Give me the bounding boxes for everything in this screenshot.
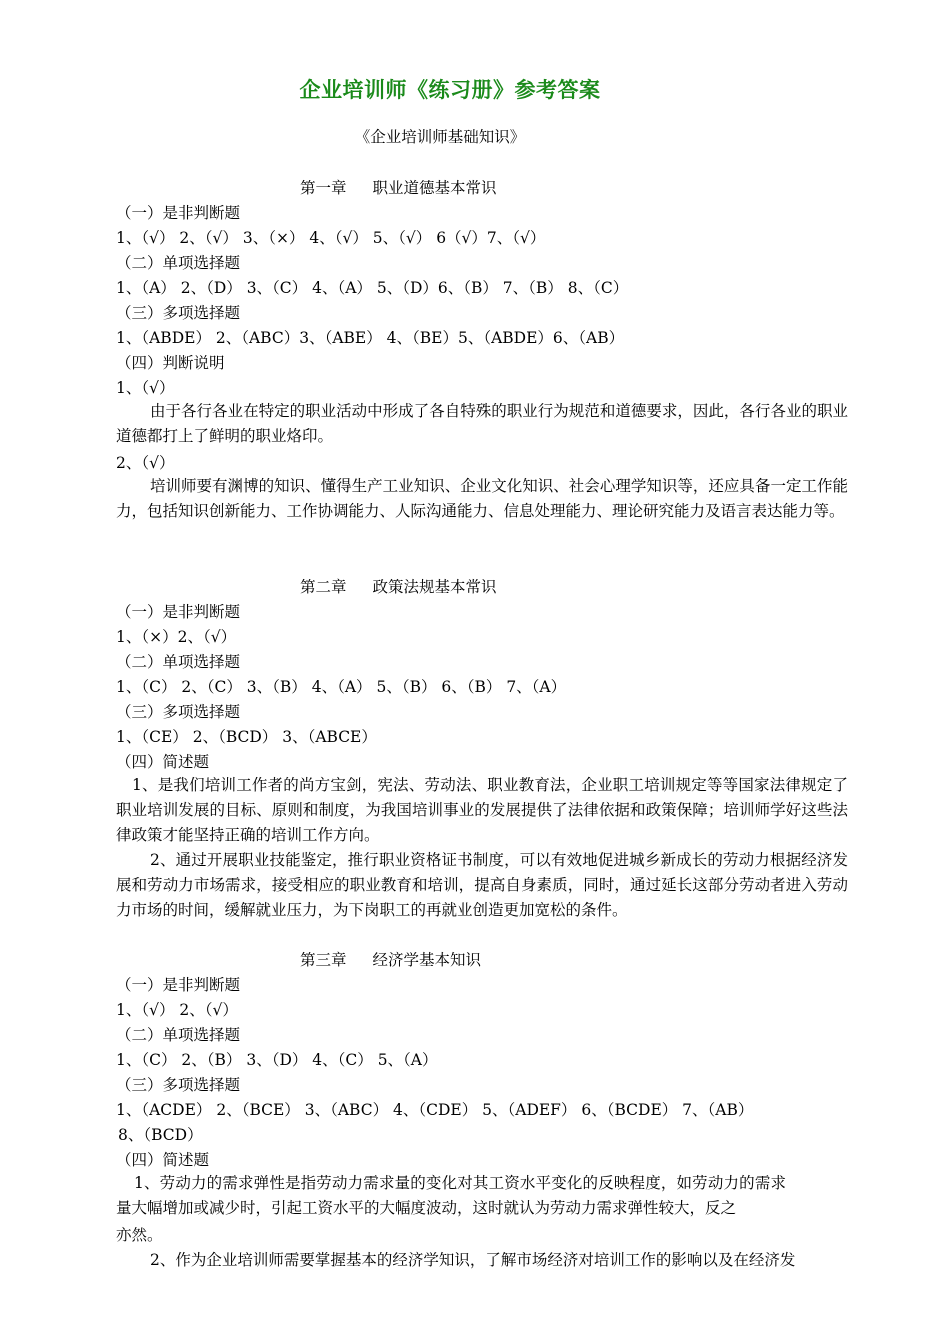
document-title: 企业培训师《练习册》参考答案 (299, 77, 601, 102)
short-answer-paragraph: 2、通过开展职业技能鉴定，推行职业资格证书制度，可以有效地促进城乡新成长的劳动力根据经济发展和劳动力市场需求，接受相应的职业教育和培训，提高自身素质，同时，通过延长这部分劳动者进入劳动力市场的时间，缓解就业压力，为下岗职工的再就业创造更加宽松的条件。 (116, 851, 848, 919)
answer-line: 2、（√） (116, 454, 175, 472)
chapter-name: 政策法规基本常识 (372, 578, 497, 596)
section-heading: （二）单项选择题 (116, 653, 241, 671)
short-answer-paragraph: 2、作为企业培训师需要掌握基本的经济学知识，了解市场经济对培训工作的影响以及在经济发 (150, 1251, 796, 1269)
chapter-number: 第二章 (300, 578, 347, 596)
answer-line: 1、（×）2、（√） (116, 628, 237, 646)
answer-line: 1、（A） 2、（D） 3、（C） 4、（A） 5、（D）6、（B） 7、（B） 8、（C） (116, 279, 629, 297)
answer-line: 1、（ABDE） 2、（ABC）3、（ABE） 4、（BE）5、（ABDE）6、（AB） (116, 329, 625, 347)
answer-line: 1、（C） 2、（C） 3、（B） 4、（A） 5、（B） 6、（B） 7、（A） (116, 678, 567, 696)
answer-line: 1、（ACDE） 2、（BCE） 3、（ABC） 4、（CDE） 5、（ADEF） 6、（BCDE） 7、（AB） (116, 1101, 754, 1119)
section-heading: （一）是非判断题 (116, 976, 241, 994)
chapter-number: 第一章 (300, 179, 347, 197)
short-answer-paragraph-tail: 亦然。 (116, 1226, 163, 1244)
section-heading: （一）是非判断题 (116, 204, 241, 222)
chapter-3-heading (300, 948, 481, 970)
section-heading: （四）简述题 (116, 753, 210, 771)
answer-line: 1、（CE） 2、（BCD） 3、（ABCE） (116, 728, 377, 746)
chapter-name: 职业道德基本常识 (372, 179, 497, 197)
section-heading: （三）多项选择题 (116, 1076, 241, 1094)
section-heading: （三）多项选择题 (116, 703, 241, 721)
explanation-paragraph: 由于各行各业在特定的职业活动中形成了各自特殊的职业行为规范和道德要求，因此，各行各业的职业道德都打上了鲜明的职业烙印。 (116, 402, 848, 445)
chapter-number: 第三章 (300, 951, 347, 969)
chapter-1-heading (300, 176, 497, 198)
section-heading: （二）单项选择题 (116, 1026, 241, 1044)
answer-line: 1、（C） 2、（B） 3、（D） 4、（C） 5、（A） (116, 1051, 438, 1069)
answer-line: 1、（√） 2、（√） (116, 1001, 238, 1019)
answer-line: 1、（√） 2、（√） 3、（×） 4、（√） 5、（√） 6（√）7、（√） (116, 229, 546, 247)
section-heading: （四）判断说明 (116, 354, 225, 372)
document-subtitle: 《企业培训师基础知识》 (354, 128, 526, 146)
short-answer-paragraph: 1、劳动力的需求弹性是指劳动力需求量的变化对其工资水平变化的反映程度，如劳动力的需求量大幅增加或减少时，引起工资水平的大幅度波动，这时就认为劳动力需求弹性较大，反之 (116, 1174, 786, 1217)
short-answer-paragraph: 1、是我们培训工作者的尚方宝剑，宪法、劳动法、职业教育法，企业职工培训规定等等国家法律规定了职业培训发展的目标、原则和制度，为我国培训事业的发展提供了法律依据和政策保障；培训师学好这些法律政策才能坚持正确的培训工作方向。 (116, 776, 848, 844)
answer-line: 8、（BCD） (118, 1126, 203, 1144)
section-heading: （四）简述题 (116, 1151, 210, 1169)
chapter-name: 经济学基本知识 (372, 951, 482, 969)
explanation-paragraph: 培训师要有渊博的知识、懂得生产工业知识、企业文化知识、社会心理学知识等，还应具备一定工作能力，包括知识创新能力、工作协调能力、人际沟通能力、信息处理能力、理论研究能力及语言表达能力等。 (116, 477, 848, 520)
answer-line: 1、（√） (116, 379, 175, 397)
section-heading: （一）是非判断题 (116, 603, 241, 621)
section-heading: （三）多项选择题 (116, 304, 241, 322)
chapter-2-heading (300, 575, 497, 597)
section-heading: （二）单项选择题 (116, 254, 241, 272)
